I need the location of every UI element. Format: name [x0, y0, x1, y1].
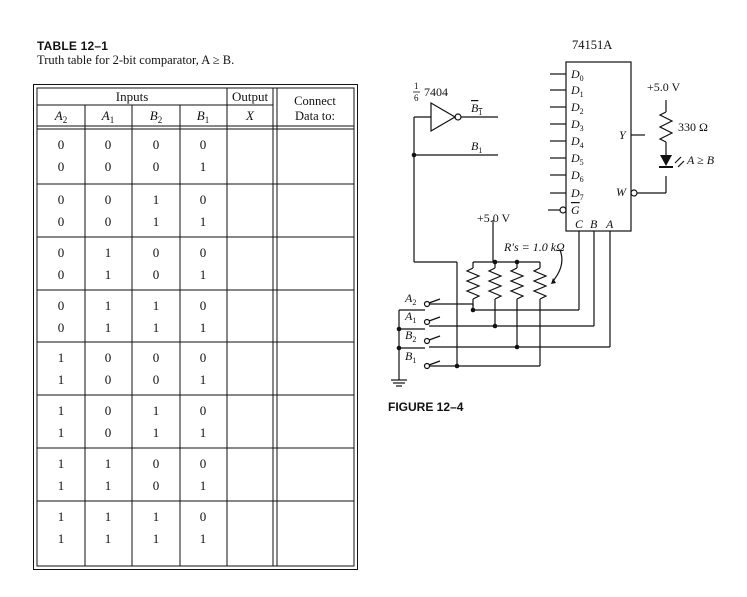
b1-label: $B_1$ — [471, 139, 483, 155]
truth-table-cell: 0 — [199, 298, 207, 313]
chip-name: 74151A — [572, 38, 613, 52]
led-label: A ≥ B — [687, 153, 715, 167]
pin-b-label: B — [590, 217, 598, 231]
data-pin-label: $D_0$ — [571, 67, 584, 83]
pin-a-label: A — [606, 217, 614, 231]
col-header-x: X — [246, 108, 254, 123]
truth-table-cell: 1 — [104, 531, 112, 546]
truth-table-cell: 0 — [104, 137, 112, 152]
truth-table-cell: 1 — [104, 267, 112, 282]
truth-table-cell: 0 — [57, 298, 65, 313]
inputs-header: Inputs — [115, 89, 149, 104]
data-pin-label: $D_5$ — [571, 151, 584, 167]
data-pin-labels — [570, 67, 584, 202]
output-header: Output — [231, 89, 269, 104]
inverter-fraction-num: 1 — [414, 81, 419, 91]
truth-table-cell: 1 — [199, 267, 207, 282]
truth-table-cell: 1 — [152, 425, 160, 440]
truth-table-cell: 0 — [104, 192, 112, 207]
data-pin-label: $D_7$ — [571, 186, 584, 202]
switch-b1-label: $B_1$ — [405, 349, 417, 365]
pin-y-label: Y — [619, 128, 626, 142]
truth-table-cell: 1 — [199, 159, 207, 174]
truth-table-cell: 1 — [199, 425, 207, 440]
truth-table-cell: 1 — [57, 531, 65, 546]
truth-table-cell: 0 — [57, 159, 65, 174]
inverter-gate — [431, 103, 455, 131]
truth-table-cell: 1 — [199, 214, 207, 229]
vcc-top-label: +5.0 V — [647, 80, 681, 94]
truth-table-cell: 0 — [199, 509, 207, 524]
truth-table-cell: 0 — [199, 245, 207, 260]
truth-table-cell: 1 — [57, 478, 65, 493]
truth-table-cell: 0 — [199, 456, 207, 471]
col-header-a2: $A_2$ — [54, 108, 68, 125]
truth-table-cell: 1 — [152, 403, 160, 418]
data-pin-label: $D_6$ — [571, 168, 584, 184]
truth-table-cell: 0 — [152, 456, 160, 471]
truth-table-cell: 0 — [152, 478, 160, 493]
pin-g-label: G — [571, 203, 580, 217]
inverter-fraction-den: 6 — [414, 93, 419, 103]
led-resistor-label: 330 Ω — [678, 120, 708, 134]
truth-table-cell: 0 — [152, 267, 160, 282]
table-caption: Truth table for 2-bit comparator, A ≥ B. — [37, 53, 235, 67]
truth-table-cell: 0 — [199, 192, 207, 207]
truth-table-cell: 0 — [152, 350, 160, 365]
resistor-note: R′s = 1.0 kΩ — [504, 240, 565, 254]
truth-table-cell: 0 — [104, 159, 112, 174]
truth-table-cell: 0 — [152, 372, 160, 387]
truth-table-cell: 1 — [199, 478, 207, 493]
truth-table-cell: 0 — [199, 403, 207, 418]
switch-a1-label: $A_1$ — [405, 309, 417, 325]
truth-table-cell: 1 — [152, 531, 160, 546]
truth-table-cell: 1 — [104, 245, 112, 260]
truth-table-cell: 1 — [152, 509, 160, 524]
led-icon — [660, 155, 672, 166]
truth-table-cell: 0 — [57, 320, 65, 335]
truth-table-cell: 0 — [104, 425, 112, 440]
data-pin-label: $D_2$ — [571, 100, 584, 116]
truth-table-cell: 1 — [57, 456, 65, 471]
truth-table-cell: 1 — [152, 298, 160, 313]
mux-chip — [566, 62, 631, 231]
truth-table-cell: 0 — [199, 350, 207, 365]
truth-table-cell: 1 — [104, 478, 112, 493]
col-header-b2: $B_2$ — [149, 108, 163, 125]
col-header-b1: $B_1$ — [196, 108, 210, 125]
truth-table-cell: 0 — [152, 245, 160, 260]
connect-header-line2: Data to: — [295, 109, 335, 123]
truth-table-cell: 0 — [152, 159, 160, 174]
truth-table-cell: 1 — [104, 509, 112, 524]
truth-table-cell: 1 — [152, 214, 160, 229]
truth-table-cell: 1 — [199, 531, 207, 546]
data-pin-label: $D_3$ — [571, 117, 584, 133]
data-pin-label: $D_1$ — [571, 83, 584, 99]
truth-table-cell: 0 — [57, 214, 65, 229]
truth-table-cell: 1 — [57, 350, 65, 365]
vcc-res-label: +5.0 V — [477, 211, 511, 225]
truth-table-cell: 1 — [57, 372, 65, 387]
truth-table-cell: 0 — [104, 214, 112, 229]
truth-table-cell: 0 — [104, 403, 112, 418]
col-header-a1: $A_1$ — [101, 108, 115, 125]
figure-label: FIGURE 12–4 — [388, 400, 464, 414]
truth-table-cell: 0 — [152, 137, 160, 152]
truth-table-cell: 1 — [57, 425, 65, 440]
truth-table-cell: 1 — [57, 509, 65, 524]
truth-table-cell: 1 — [152, 320, 160, 335]
truth-table-cell: 1 — [104, 298, 112, 313]
truth-table-cell: 1 — [57, 403, 65, 418]
b1-bar-label: $B_1$ — [471, 101, 483, 117]
pin-c-label: C — [575, 217, 584, 231]
truth-table-cell: 1 — [104, 456, 112, 471]
truth-table-cell: 1 — [199, 320, 207, 335]
data-pin-label: $D_4$ — [571, 134, 584, 150]
truth-table-cell: 0 — [57, 137, 65, 152]
connect-header-line1: Connect — [294, 94, 336, 108]
table-title: TABLE 12–1 — [37, 39, 109, 53]
truth-table-cell: 0 — [57, 267, 65, 282]
inverter-name: 7404 — [424, 85, 448, 99]
pin-w-label: W — [616, 185, 626, 199]
truth-table-cell: 1 — [199, 372, 207, 387]
switch-b2-label: $B_2$ — [405, 328, 417, 344]
truth-table-cell: 0 — [104, 372, 112, 387]
truth-table-cell: 0 — [57, 192, 65, 207]
truth-table — [33, 84, 358, 570]
truth-table-cell: 0 — [57, 245, 65, 260]
truth-table-cell: 0 — [104, 350, 112, 365]
truth-table-cell: 1 — [104, 320, 112, 335]
switch-a2-label: $A_2$ — [405, 291, 417, 307]
truth-table-cell: 0 — [199, 137, 207, 152]
truth-table-cell: 1 — [152, 192, 160, 207]
